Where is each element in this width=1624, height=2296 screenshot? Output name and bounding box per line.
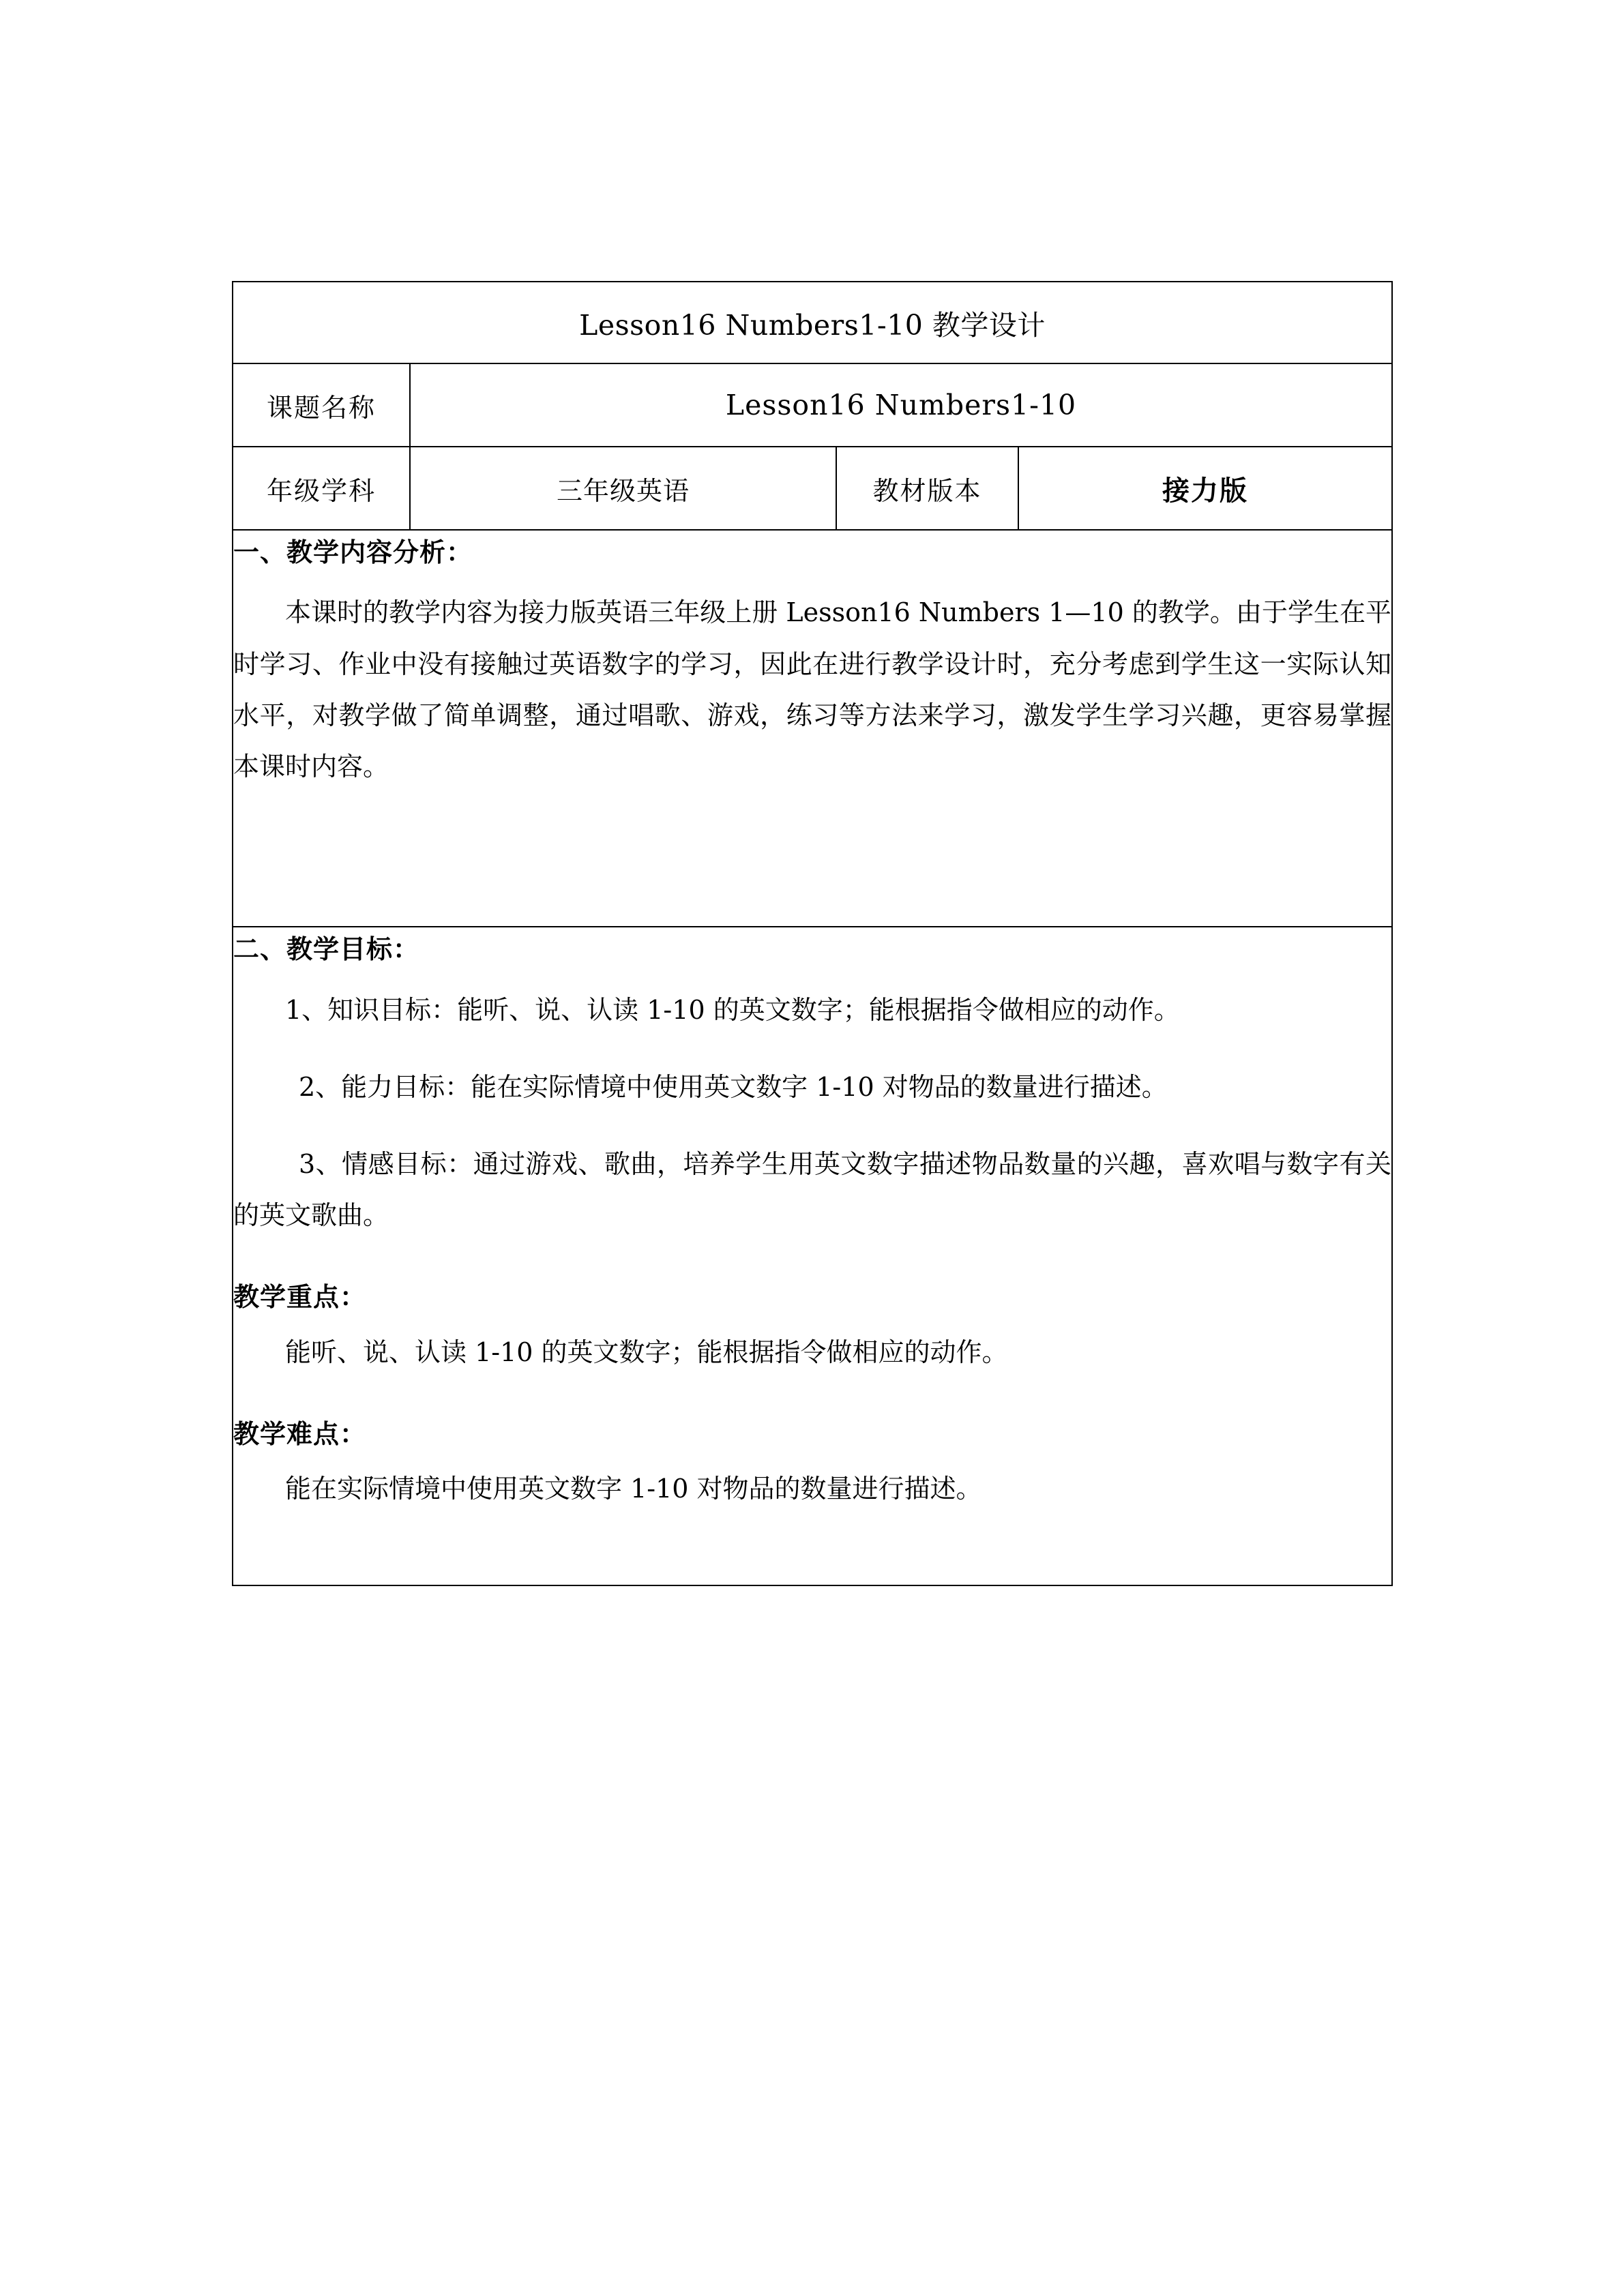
lesson-plan-table	[232, 281, 1393, 1586]
textbook-version-label: 教材版本	[836, 447, 1018, 530]
section-heading-difficult-point: 教学难点：	[233, 1418, 367, 1449]
grade-subject-value: 三年级英语	[410, 447, 836, 530]
difficult-point-text: 能在实际情境中使用英文数字 1-10 对物品的数量进行描述。	[285, 1474, 982, 1504]
section-heading-content-analysis: 一、教学内容分析：	[233, 537, 473, 567]
lesson-name-label: 课题名称	[233, 363, 410, 447]
grade-subject-label: 年级学科	[233, 447, 410, 530]
objective-gap-3	[233, 1244, 1391, 1267]
table-row-lesson-name	[233, 363, 1392, 447]
lesson-name-value: Lesson16 Numbers1-10	[410, 363, 1392, 447]
section-teaching-objectives	[233, 927, 1392, 1585]
key-point-gap	[233, 1381, 1391, 1404]
table-row-objectives	[233, 927, 1392, 1585]
section-heading-objectives: 二、教学目标：	[233, 934, 420, 965]
objective-gap-2	[233, 1116, 1391, 1139]
table-row-content-analysis	[233, 530, 1392, 927]
objective-emotion: 3、情感目标：通过游戏、歌曲，培养学生用英文数字描述物品数量的兴趣，喜欢唱与数字有关的英文歌曲。	[233, 1149, 1392, 1231]
section-content-analysis	[233, 530, 1392, 927]
content-analysis-trailing-space	[233, 795, 1391, 861]
document-title: Lesson16 Numbers1-10 教学设计	[233, 282, 1392, 363]
key-point-text: 能听、说、认读 1-10 的英文数字；能根据指令做相应的动作。	[285, 1337, 1008, 1367]
objective-knowledge: 1、知识目标：能听、说、认读 1-10 的英文数字；能根据指令做相应的动作。	[285, 994, 1180, 1025]
textbook-version-value: 接力版	[1018, 447, 1392, 530]
section-heading-key-point: 教学重点：	[233, 1281, 367, 1313]
objective-gap-1	[233, 1039, 1391, 1062]
table-row-grade-subject	[233, 447, 1392, 530]
table-row-title	[233, 282, 1392, 363]
objective-ability: 2、能力目标：能在实际情境中使用英文数字 1-10 对物品的数量进行描述。	[299, 1071, 1168, 1102]
content-analysis-paragraph: 本课时的教学内容为接力版英语三年级上册 Lesson16 Numbers 1—10 的教学。由于学生在平时学习、作业中没有接触过英语数字的学习，因此在进行教学设计时，充分考虑到学生这一实际认知水平，对教学做了简单调整，通过唱歌、游戏，练习等方法来学习，激发学生学习兴趣，更容易掌握本课时内容。	[233, 597, 1392, 781]
difficult-point-trailing-space	[233, 1518, 1391, 1557]
